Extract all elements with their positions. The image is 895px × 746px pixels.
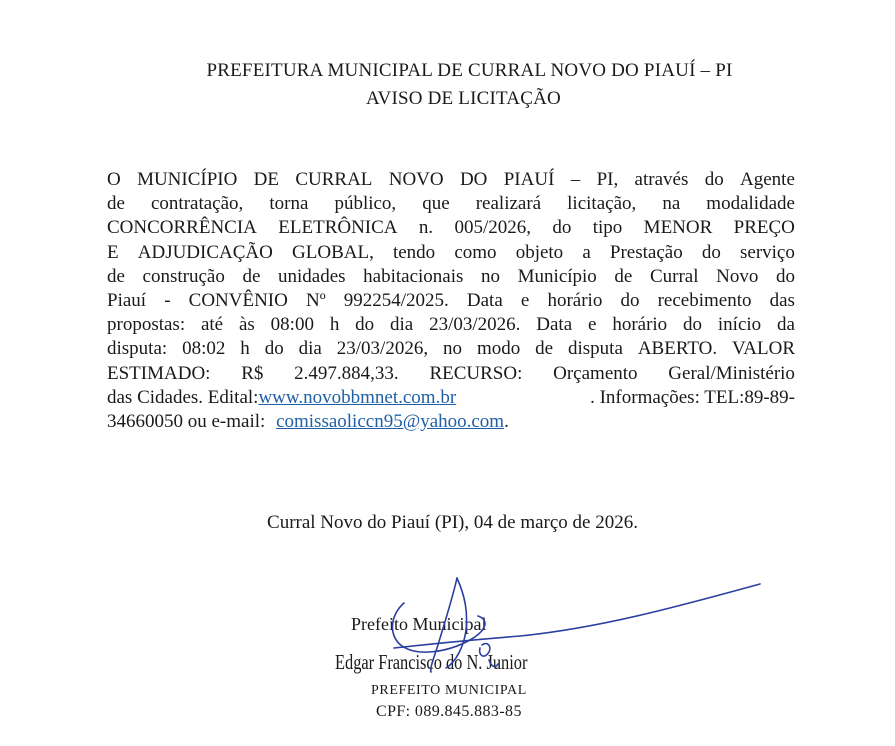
- body-word: DE: [253, 169, 279, 190]
- body-word: Prestação: [609, 241, 683, 263]
- body-word: do: [620, 289, 640, 311]
- body-word: CURRAL: [295, 169, 373, 190]
- edital-prefix: das Cidades. Edital:www.novobbmnet.com.br: [107, 386, 457, 408]
- body-word: Data: [536, 314, 573, 336]
- body-word: ELETRÔNICA: [278, 217, 398, 239]
- body-word: Município: [517, 265, 597, 287]
- body-word: PI,: [596, 169, 619, 190]
- body-word: do: [552, 217, 572, 239]
- body-word: no: [443, 338, 463, 360]
- body-word: modalidade: [706, 193, 795, 215]
- body-word: até: [200, 314, 224, 336]
- body-word: horário: [547, 289, 603, 311]
- body-word: ADJUDICAÇÃO: [137, 241, 273, 263]
- body-word: 08:00: [270, 314, 314, 336]
- body-word: NOVO: [388, 169, 444, 190]
- body-word: 08:02: [182, 338, 226, 360]
- body-word: DO: [459, 169, 488, 190]
- body-word: de: [107, 265, 125, 287]
- body-word: 2.497.884,33.: [294, 362, 399, 384]
- body-word: início: [717, 314, 762, 336]
- body-word: MUNICÍPIO: [137, 169, 238, 190]
- signatory-cpf: CPF: 089.845.883-85: [376, 703, 522, 720]
- body-word: CONVÊNIO: [188, 289, 288, 311]
- body-word: h: [240, 338, 250, 360]
- body-word: do: [775, 265, 795, 287]
- body-word: serviço: [740, 241, 795, 263]
- body-word: do: [704, 169, 724, 190]
- body-word: PIAUÍ: [503, 169, 555, 190]
- body-word: unidades: [278, 265, 346, 287]
- body-word: das: [769, 289, 795, 311]
- header-prefeitura: PREFEITURA MUNICIPAL DE CURRAL NOVO DO PIAUÍ – PI: [206, 60, 733, 81]
- body-word: dia: [298, 338, 322, 360]
- body-word: CONCORRÊNCIA: [107, 217, 257, 239]
- body-word: R$: [241, 362, 264, 384]
- body-word: realizará: [475, 193, 542, 215]
- signatory-name: Edgar Francisco do N. Junior: [335, 650, 528, 674]
- body-word: de: [107, 193, 125, 215]
- body-word: RECURSO:: [429, 362, 523, 384]
- body-word: Curral: [649, 265, 699, 287]
- body-word: tipo: [592, 217, 623, 239]
- body-word: a: [582, 241, 591, 263]
- body-word: e: [520, 289, 530, 311]
- body-word: h: [329, 314, 340, 336]
- website-link[interactable]: www.novobbmnet.com.br: [258, 386, 457, 408]
- body-word: da: [777, 314, 795, 336]
- body-word: do: [701, 241, 721, 263]
- body-word: PREÇO: [733, 217, 795, 239]
- body-word: licitação,: [567, 193, 637, 215]
- body-word: horário: [612, 314, 668, 336]
- body-word: na: [662, 193, 681, 215]
- body-word: MENOR: [643, 217, 713, 239]
- place-date: Curral Novo do Piauí (PI), 04 de março de 2026.: [267, 512, 638, 533]
- body-word: E: [107, 241, 119, 263]
- body-word: VALOR: [732, 338, 795, 360]
- body-word: 23/03/2026.: [429, 314, 521, 336]
- body-word: propostas:: [107, 314, 186, 336]
- body-word: contratação,: [150, 193, 244, 215]
- body-word: de: [614, 265, 633, 287]
- body-word: no: [481, 265, 501, 287]
- body-word: ABERTO.: [637, 338, 718, 360]
- body-word: ESTIMADO:: [107, 362, 211, 384]
- body-word: que: [422, 193, 450, 215]
- body-word: Geral/Ministério: [668, 362, 795, 384]
- body-word: torna: [269, 193, 309, 215]
- body-word: 23/03/2026,: [336, 338, 429, 360]
- body-word: Piauí: [107, 289, 147, 311]
- signatory-role: PREFEITO MUNICIPAL: [371, 683, 527, 698]
- body-word: n.: [418, 217, 434, 239]
- signature-label: Prefeito Municipal: [351, 614, 487, 634]
- email-link[interactable]: comissaoliccn95@yahoo.com: [276, 410, 505, 432]
- body-word: modo: [476, 338, 521, 360]
- body-word: –: [570, 169, 581, 190]
- header-aviso-licitacao: AVISO DE LICITAÇÃO: [366, 88, 561, 109]
- info-phone: . Informações: TEL:89-89-: [590, 386, 795, 408]
- body-word: 005/2026,: [454, 217, 532, 239]
- body-word: Data: [466, 289, 503, 311]
- body-word: disputa: [568, 338, 623, 360]
- body-word: do: [355, 314, 375, 336]
- body-word: público,: [334, 193, 397, 215]
- body-word: e: [588, 314, 597, 336]
- body-word: do: [683, 314, 703, 336]
- body-word: como: [454, 241, 497, 263]
- body-word: de: [242, 265, 261, 287]
- body-word: através: [634, 169, 689, 190]
- body-word: disputa:: [107, 338, 168, 360]
- email-line: 34660050 ou e-mail: comissaoliccn95@yahoo.com.: [107, 410, 509, 432]
- body-word: -: [164, 289, 171, 311]
- body-word: construção: [142, 265, 225, 287]
- body-word: O: [107, 169, 121, 190]
- body-word: de: [535, 338, 554, 360]
- body-word: 992254/2025.: [343, 289, 449, 311]
- body-word: dia: [390, 314, 414, 336]
- body-word: às: [238, 314, 255, 336]
- body-word: objeto: [515, 241, 564, 263]
- body-word: Agente: [740, 169, 795, 190]
- body-word: Novo: [716, 265, 759, 287]
- body-word: do: [264, 338, 284, 360]
- body-word: Orçamento: [553, 362, 638, 384]
- body-word: tendo: [392, 241, 436, 263]
- body-word: Nº: [305, 289, 326, 311]
- body-word: habitacionais: [363, 265, 464, 287]
- body-word: recebimento: [657, 289, 752, 311]
- body-word: GLOBAL,: [292, 241, 374, 263]
